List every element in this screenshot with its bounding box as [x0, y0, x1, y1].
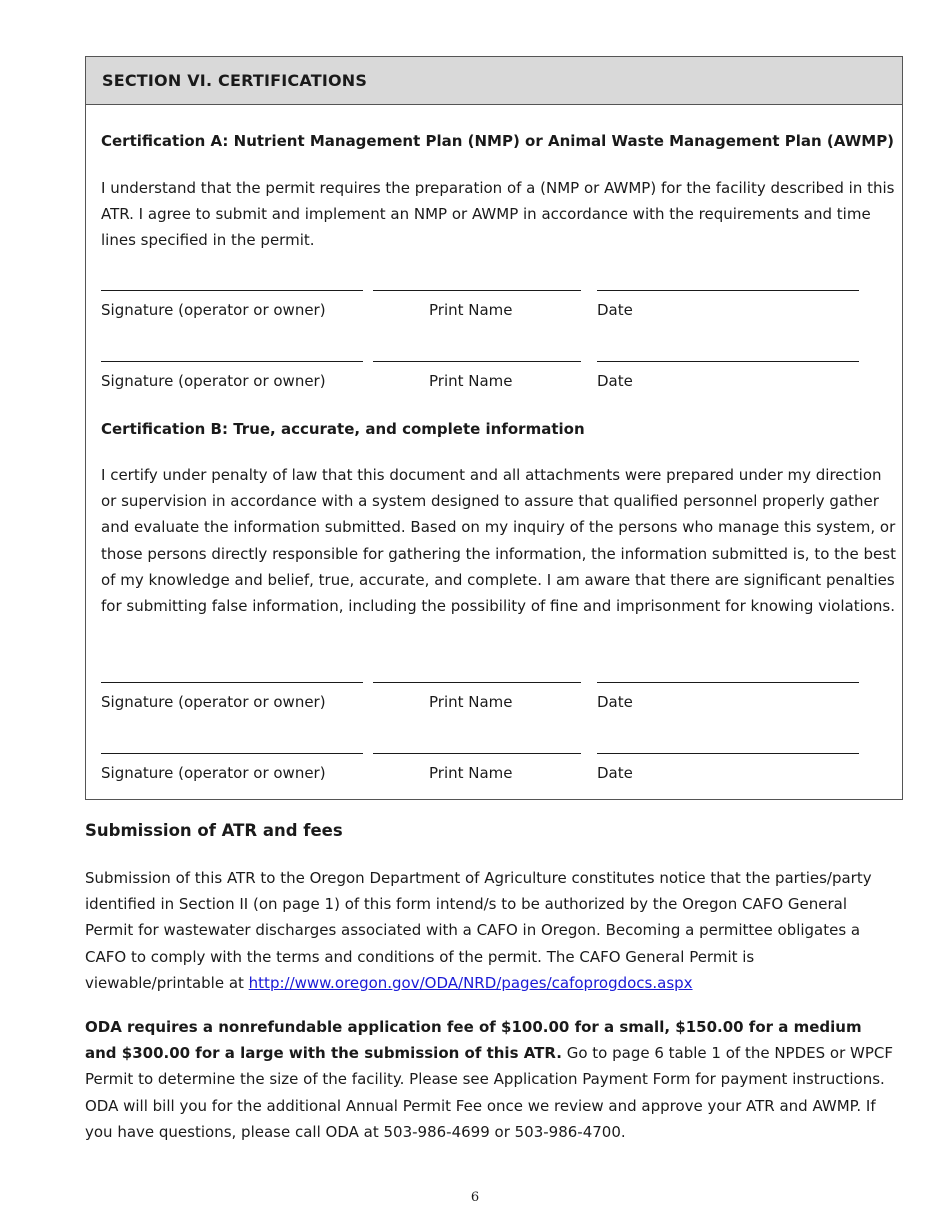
date-label: Date	[597, 764, 633, 782]
signature-line[interactable]	[101, 290, 363, 291]
signature-line[interactable]	[101, 361, 363, 362]
signature-line[interactable]	[101, 682, 363, 683]
print-name-label: Print Name	[429, 764, 513, 782]
fee-text: Go to page 6 table 1 of the NPDES or WPCF Permit to determine the size of the facility. Please see Application Payment Form for payment instructions. ODA will bill you for the additional Annual Permit Fee once we review and approve your ATR and AWMP. If you have questions, please call ODA at 503-986-4699 or 503-986-4700.	[85, 1044, 893, 1141]
date-line[interactable]	[597, 361, 859, 362]
submission-text: Submission of this ATR to the Oregon Department of Agriculture constitutes notice that the parties/party identified in Section II (on page 1) of this form intend/s to be authorized by the Oregon CAFO General Permit for wastewater discharges associated with a CAFO in Oregon. Becoming a permittee obligates a CAFO to comply with the terms and conditions of the permit. The CAFO General Permit is viewable/printable at	[85, 869, 872, 992]
date-label: Date	[597, 372, 633, 390]
print-name-label: Print Name	[429, 693, 513, 711]
date-line[interactable]	[597, 290, 859, 291]
page-number: 6	[470, 1190, 480, 1205]
fee-bold-text: ODA requires a nonrefundable application fee of $100.00 for a small, $150.00 for a medium and $300.00 for a large with the submission of this ATR.	[85, 1018, 862, 1063]
fee-paragraph	[85, 1014, 895, 1145]
date-line[interactable]	[597, 753, 859, 754]
signature-label: Signature (operator or owner)	[101, 372, 326, 390]
print-name-label: Print Name	[429, 301, 513, 319]
date-line[interactable]	[597, 682, 859, 683]
print-name-line[interactable]	[373, 361, 581, 362]
cert-b-title: Certification B: True, accurate, and complete information	[101, 420, 585, 438]
section-title: SECTION VI. CERTIFICATIONS	[86, 57, 902, 105]
print-name-line[interactable]	[373, 682, 581, 683]
print-name-line[interactable]	[373, 290, 581, 291]
print-name-line[interactable]	[373, 753, 581, 754]
date-label: Date	[597, 693, 633, 711]
date-label: Date	[597, 301, 633, 319]
signature-label: Signature (operator or owner)	[101, 301, 326, 319]
cafo-permit-link[interactable]: http://www.oregon.gov/ODA/NRD/pages/cafoprogdocs.aspx	[248, 973, 693, 992]
signature-line[interactable]	[101, 753, 363, 754]
print-name-label: Print Name	[429, 372, 513, 390]
submission-body	[85, 865, 895, 996]
signature-label: Signature (operator or owner)	[101, 693, 326, 711]
cert-a-body: I understand that the permit requires the preparation of a (NMP or AWMP) for the facility described in this ATR. I agree to submit and implement an NMP or AWMP in accordance with the requirements and time lines specified in the permit.	[101, 179, 895, 250]
cert-b-body: I certify under penalty of law that this document and all attachments were prepared under my direction or supervision in accordance with a system designed to assure that qualified personnel properly gather and evaluate the information submitted. Based on my inquiry of the persons who manage this system, or those persons directly responsible for gathering the information, the information submitted is, to the best of my knowledge and belief, true, accurate, and complete. I am aware that there are significant penalties for submitting false information, including the possibility of fine and imprisonment for knowing violations.	[101, 466, 896, 616]
cert-a-title: Certification A: Nutrient Management Plan (NMP) or Animal Waste Management Plan (AWMP)	[101, 132, 895, 150]
submission-title: Submission of ATR and fees	[85, 821, 343, 840]
signature-label: Signature (operator or owner)	[101, 764, 326, 782]
